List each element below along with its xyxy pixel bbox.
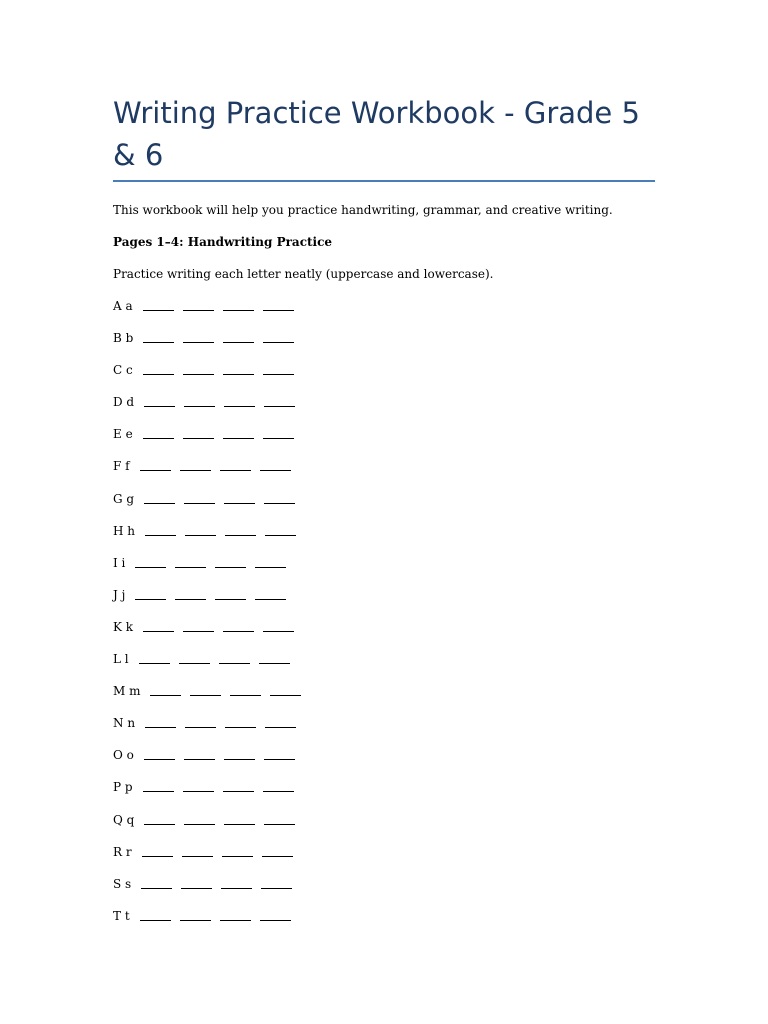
- letter-pair-label: T t: [113, 908, 130, 923]
- writing-blank-line: [224, 812, 255, 825]
- letter-practice-row: [113, 812, 301, 844]
- writing-blank-line: [224, 394, 255, 407]
- writing-blank-line: [140, 458, 171, 471]
- writing-blank-line: [264, 747, 295, 760]
- writing-blank-line: [183, 426, 214, 439]
- writing-blank-line: [224, 747, 255, 760]
- writing-blank-line: [265, 715, 296, 728]
- writing-blank-line: [260, 458, 291, 471]
- letter-practice-row: [113, 876, 301, 908]
- writing-blank-line: [183, 779, 214, 792]
- letter-practice-list: [113, 298, 301, 940]
- writing-blank-line: [215, 555, 246, 568]
- letter-practice-row: [113, 844, 301, 876]
- writing-blank-line: [225, 715, 256, 728]
- writing-blank-line: [223, 779, 254, 792]
- writing-blank-line: [185, 715, 216, 728]
- writing-blank-line: [230, 683, 261, 696]
- intro-paragraph: This workbook will help you practice handwriting, grammar, and creative writing.: [113, 203, 613, 217]
- letter-pair-label: G g: [113, 491, 135, 506]
- writing-blank-line: [184, 747, 215, 760]
- writing-blank-line: [263, 426, 294, 439]
- writing-blank-line: [143, 330, 174, 343]
- writing-blank-line: [143, 619, 174, 632]
- writing-blank-line: [183, 619, 214, 632]
- letter-practice-row: [113, 555, 301, 587]
- writing-blank-line: [223, 330, 254, 343]
- letter-practice-row: [113, 362, 301, 394]
- writing-blank-line: [144, 812, 175, 825]
- letter-pair-label: A a: [113, 299, 133, 313]
- writing-blank-line: [143, 426, 174, 439]
- writing-blank-line: [264, 394, 295, 407]
- letter-practice-row: [113, 426, 301, 458]
- letter-pair-label: M m: [113, 684, 141, 699]
- writing-blank-line: [184, 812, 215, 825]
- writing-blank-line: [255, 587, 286, 600]
- letter-practice-row: [113, 458, 301, 490]
- writing-blank-line: [225, 523, 256, 536]
- writing-blank-line: [220, 908, 251, 921]
- letter-practice-row: [113, 779, 301, 811]
- writing-blank-line: [263, 619, 294, 632]
- letter-pair-label: J j: [113, 587, 126, 602]
- instruction-paragraph: Practice writing each letter neatly (uppercase and lowercase).: [113, 267, 494, 281]
- letter-pair-label: F f: [113, 459, 130, 474]
- writing-blank-line: [180, 458, 211, 471]
- writing-blank-line: [222, 844, 253, 857]
- writing-blank-line: [215, 587, 246, 600]
- writing-blank-line: [185, 523, 216, 536]
- letter-practice-row: [113, 394, 301, 426]
- writing-blank-line: [143, 362, 174, 375]
- letter-pair-label: N n: [113, 716, 136, 731]
- letter-pair-label: R r: [113, 844, 132, 859]
- writing-blank-line: [223, 426, 254, 439]
- letter-practice-row: [113, 491, 301, 523]
- title-divider: [113, 180, 655, 182]
- writing-blank-line: [182, 844, 213, 857]
- writing-blank-line: [143, 298, 174, 311]
- writing-blank-line: [265, 523, 296, 536]
- letter-pair-label: C c: [113, 363, 133, 378]
- writing-blank-line: [262, 844, 293, 857]
- writing-blank-line: [144, 747, 175, 760]
- writing-blank-line: [264, 491, 295, 504]
- writing-blank-line: [219, 651, 250, 664]
- writing-blank-line: [261, 876, 292, 889]
- writing-blank-line: [139, 651, 170, 664]
- writing-blank-line: [223, 298, 254, 311]
- writing-blank-line: [184, 394, 215, 407]
- writing-blank-line: [135, 587, 166, 600]
- writing-blank-line: [144, 491, 175, 504]
- writing-blank-line: [144, 394, 175, 407]
- document-title: Writing Practice Workbook - Grade 5 & 6: [113, 96, 640, 172]
- writing-blank-line: [180, 908, 211, 921]
- letter-pair-label: L l: [113, 652, 129, 667]
- letter-pair-label: P p: [113, 780, 133, 795]
- letter-pair-label: K k: [113, 619, 134, 634]
- writing-blank-line: [264, 812, 295, 825]
- writing-blank-line: [141, 876, 172, 889]
- writing-blank-line: [135, 555, 166, 568]
- letter-practice-row: [113, 619, 301, 651]
- writing-blank-line: [220, 458, 251, 471]
- writing-blank-line: [175, 555, 206, 568]
- letter-practice-row: [113, 651, 301, 683]
- writing-blank-line: [179, 651, 210, 664]
- writing-blank-line: [263, 362, 294, 375]
- letter-pair-label: D d: [113, 395, 135, 410]
- letter-pair-label: B b: [113, 331, 134, 346]
- letter-practice-row: [113, 523, 301, 555]
- writing-blank-line: [260, 908, 291, 921]
- writing-blank-line: [259, 651, 290, 664]
- writing-blank-line: [183, 362, 214, 375]
- writing-blank-line: [270, 683, 301, 696]
- writing-blank-line: [190, 683, 221, 696]
- writing-blank-line: [183, 330, 214, 343]
- letter-practice-row: [113, 587, 301, 619]
- letter-pair-label: I i: [113, 555, 126, 570]
- writing-blank-line: [223, 362, 254, 375]
- writing-blank-line: [145, 715, 176, 728]
- writing-blank-line: [255, 555, 286, 568]
- letter-pair-label: H h: [113, 523, 136, 538]
- letter-practice-row: [113, 908, 301, 940]
- writing-blank-line: [145, 523, 176, 536]
- writing-blank-line: [221, 876, 252, 889]
- writing-blank-line: [175, 587, 206, 600]
- letter-practice-row: [113, 298, 301, 330]
- section-heading: Pages 1–4: Handwriting Practice: [113, 235, 333, 249]
- letter-pair-label: S s: [113, 876, 132, 891]
- writing-blank-line: [142, 844, 173, 857]
- writing-blank-line: [224, 491, 255, 504]
- letter-practice-row: [113, 683, 301, 715]
- letter-practice-row: [113, 330, 301, 362]
- writing-blank-line: [263, 298, 294, 311]
- writing-blank-line: [263, 779, 294, 792]
- writing-blank-line: [143, 779, 174, 792]
- letter-pair-label: O o: [113, 748, 134, 763]
- letter-practice-row: [113, 747, 301, 779]
- writing-blank-line: [183, 298, 214, 311]
- letter-pair-label: E e: [113, 427, 133, 442]
- writing-blank-line: [150, 683, 181, 696]
- letter-practice-row: [113, 715, 301, 747]
- writing-blank-line: [181, 876, 212, 889]
- writing-blank-line: [223, 619, 254, 632]
- writing-blank-line: [184, 491, 215, 504]
- writing-blank-line: [263, 330, 294, 343]
- writing-blank-line: [140, 908, 171, 921]
- letter-pair-label: Q q: [113, 812, 135, 827]
